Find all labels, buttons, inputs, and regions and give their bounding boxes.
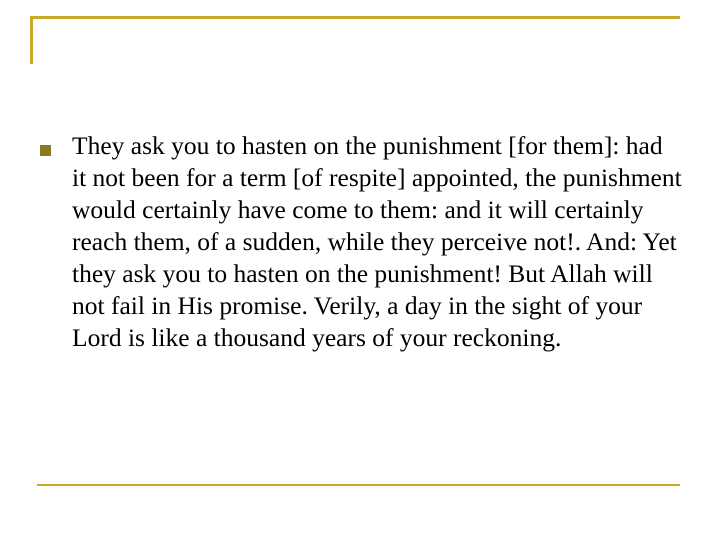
bullet-item (40, 130, 680, 354)
left-decorative-line (30, 16, 33, 64)
slide-content (40, 130, 680, 354)
bullet-text: They ask you to hasten on the punishment [for them]: had it not been for a term [of respite] appointed, the punishment would certainly have come to them: and it will certainly reach them, of a sudden, while they perceive not!. And: Yet they ask you to hasten on the punishment! But Allah will not fail in His promise. Verily, a day in the sight of your Lord is like a thousand years of your reckoning. (72, 131, 682, 352)
bottom-decorative-line (37, 484, 680, 486)
top-decorative-line (30, 16, 680, 19)
square-bullet-icon (40, 145, 51, 156)
